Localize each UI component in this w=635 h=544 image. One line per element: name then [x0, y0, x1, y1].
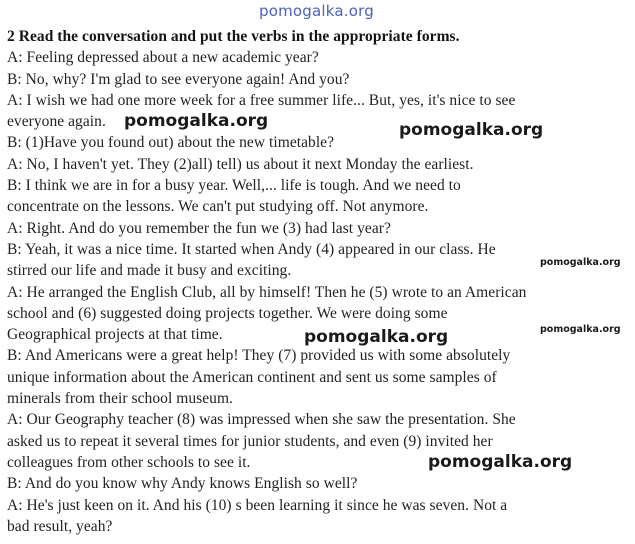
exercise-title: 2 Read the conversation and put the verbs in the appropriate forms. [7, 28, 460, 45]
dialogue-line: A: No, I haven't yet. They (2)all) tell) us about it next Monday the earliest. [7, 155, 474, 173]
dialogue-line: school and (6) suggested doing projects together. We were doing some [7, 304, 448, 322]
dialogue-line: B: I think we are in for a busy year. Well,... life is tough. And we need to [7, 177, 461, 195]
dialogue-line: B: Yeah, it was a nice time. It started when Andy (4) appeared in our class. He [7, 240, 496, 258]
dialogue-line: concentrate on the lessons. We can't put studying off. Not anymore. [7, 198, 429, 216]
dialogue-line: stirred our life and made it busy and exciting. [7, 262, 292, 280]
watermark-top: pomogalka.org [259, 2, 374, 20]
dialogue-line: asked us to repeat it several times for junior students, and even (9) invited her [7, 432, 493, 450]
dialogue-line: A: Our Geography teacher (8) was impressed when she saw the presentation. She [7, 411, 516, 429]
watermark: pomogalka.org [540, 324, 621, 335]
dialogue-line: Geographical projects at that time. [7, 326, 223, 344]
dialogue-line: A: I wish we had one more week for a free summer life... But, yes, it's nice to see [7, 91, 516, 109]
dialogue-line: minerals from their school museum. [7, 390, 233, 408]
dialogue-line: unique information about the American continent and sent us some samples of [7, 368, 497, 386]
dialogue-line: bad result, yeah? [7, 517, 113, 535]
watermark: pomogalka.org [304, 327, 449, 347]
dialogue-line: B: No, why? I'm glad to see everyone again! And you? [7, 70, 350, 88]
watermark: pomogalka.org [399, 120, 544, 140]
watermark: pomogalka.org [540, 257, 621, 268]
dialogue-line: A: Right. And do you remember the fun we (3) had last year? [7, 219, 391, 237]
watermark: pomogalka.org [428, 452, 573, 472]
dialogue-line: B: (1)Have you found out) about the new timetable? [7, 134, 335, 152]
dialogue-line: everyone again. [7, 113, 106, 131]
watermark: pomogalka.org [124, 111, 269, 131]
dialogue-line: A: Feeling depressed about a new academic year? [7, 49, 319, 67]
dialogue-line: colleagues from other schools to see it. [7, 453, 251, 471]
dialogue-line: A: He arranged the English Club, all by himself! Then he (5) wrote to an American [7, 283, 527, 301]
dialogue-line: A: He's just keen on it. And his (10) s been learning it since he was seven. Not a [7, 496, 508, 514]
dialogue-line: B: And Americans were a great help! They (7) provided us with some absolutely [7, 347, 511, 365]
dialogue-line: B: And do you know why Andy knows English so well? [7, 475, 358, 493]
